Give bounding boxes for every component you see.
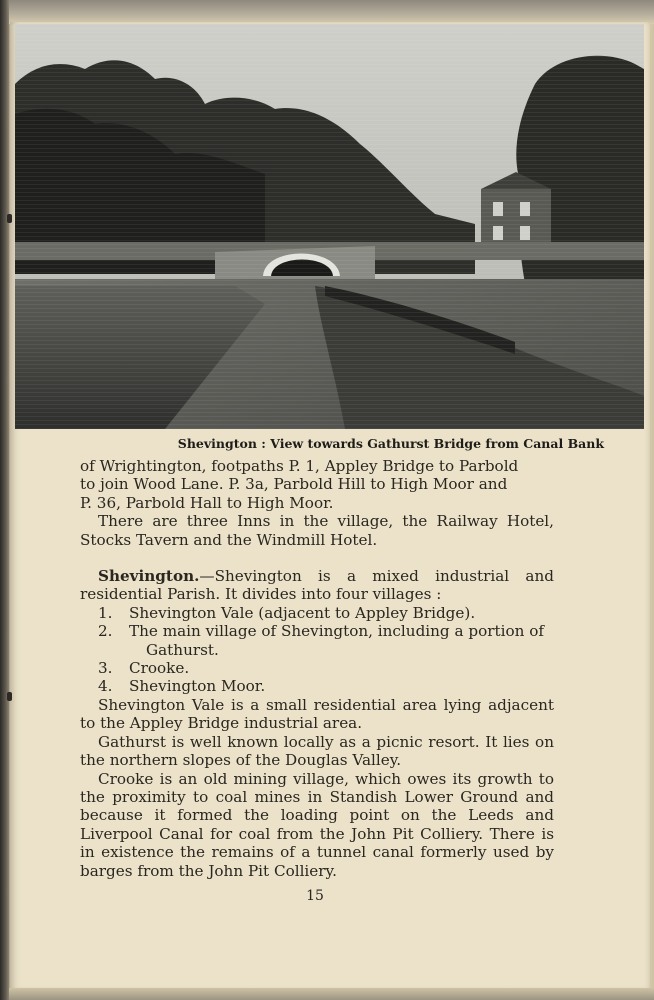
list-text-continued: Gathurst. [146, 640, 219, 659]
caption-text: View towards Gathurst Bridge from Canal Bank [270, 436, 604, 451]
list-number: 1. [98, 603, 113, 622]
footpaths-line-1: of Wrightington, footpaths P. 1, Appley Bridge to Parbold [80, 457, 519, 475]
canal-photograph [15, 24, 644, 429]
page-body-text [80, 457, 554, 880]
paragraph-vale: Shevington Vale is a small residential area lying adjacent to the Appley Bridge industrial area. [80, 695, 554, 733]
page-bottom-edge [0, 988, 654, 1000]
footpaths-line-2: to join Wood Lane. P. 3a, Parbold Hill to High Moor and [80, 475, 508, 494]
paragraph-inns: There are three Inns in the village, the Railway Hotel, Stocks Tavern and the Windmill Hotel. [80, 512, 554, 549]
paragraph-crooke: Crooke is an old mining village, which owes its growth to the proximity to coal mines in Standish Lower Ground and because it formed the loading point on the Leeds and Liverpool Canal for coal from the John Pit Colliery. There is in existence the remains of a tunnel canal formerly used by barges from the John Pit Colliery. [80, 769, 554, 880]
list-text: Crooke. [129, 659, 190, 678]
staple-icon [7, 214, 12, 223]
binding-spine [0, 0, 9, 1000]
paragraph-shevington [80, 567, 554, 604]
list-number: 4. [98, 677, 113, 696]
list-number: 3. [98, 659, 113, 678]
page-top-edge [0, 0, 654, 24]
list-text: Shevington Vale (adjacent to Appley Bridge). [129, 603, 476, 622]
list-item [80, 677, 554, 695]
section-heading-shevington: Shevington. [98, 567, 200, 586]
paragraph-gathurst: Gathurst is well known locally as a picnic resort. It lies on the northern slopes of the Douglas Valley. [80, 732, 554, 770]
list-text: The main village of Shevington, including a portion of [129, 622, 544, 641]
paragraph-footpaths [80, 457, 554, 512]
list-text: Shevington Moor. [129, 677, 266, 696]
shevington-intro: —Shevington is a mixed industrial and residential Parish. It divides into four villages : [80, 567, 554, 604]
staple-icon [7, 692, 12, 701]
list-item [80, 659, 554, 677]
list-item [80, 622, 554, 659]
caption-place: Shevington : [177, 436, 266, 451]
canal-photo-image [15, 24, 644, 429]
photo-caption [100, 436, 604, 451]
page-number: 15 [306, 888, 324, 904]
list-item [80, 604, 554, 622]
villages-list [80, 604, 554, 696]
footpaths-line-3: P. 36, Parbold Hall to High Moor. [80, 493, 334, 512]
list-number: 2. [98, 622, 113, 641]
